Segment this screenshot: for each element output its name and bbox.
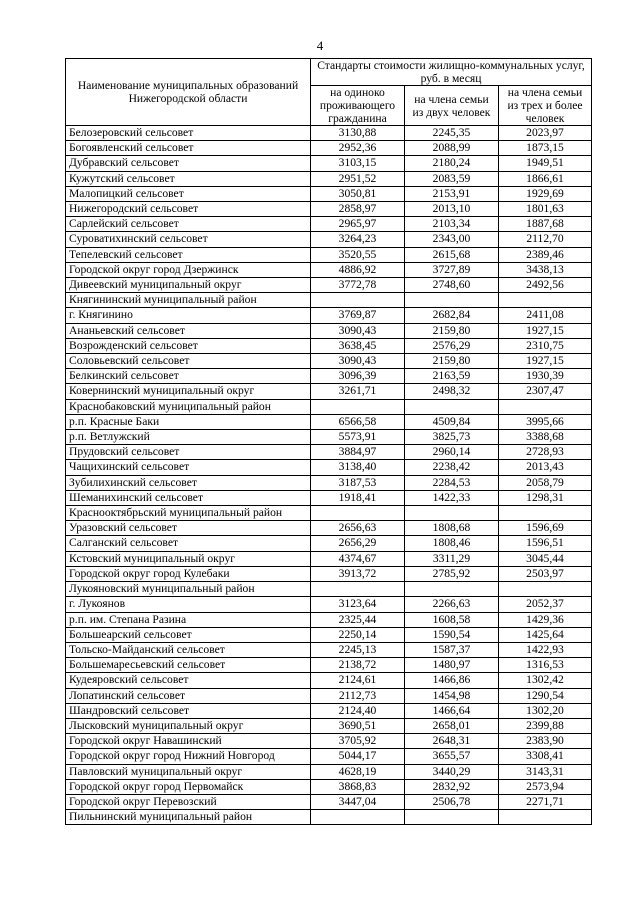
row-name: Городской округ Перевозский <box>66 794 311 809</box>
two-person-cost <box>405 506 499 521</box>
three-plus-cost: 2307,47 <box>499 384 592 399</box>
table-row <box>66 551 592 566</box>
table-row <box>66 445 592 460</box>
three-plus-cost: 2383,90 <box>499 734 592 749</box>
table-row <box>66 278 592 293</box>
three-plus-cost: 1429,36 <box>499 612 592 627</box>
single-resident-cost: 2965,97 <box>311 217 405 232</box>
three-plus-cost: 2052,37 <box>499 597 592 612</box>
three-plus-cost: 2492,56 <box>499 278 592 293</box>
table-row <box>66 430 592 445</box>
two-person-cost: 2785,92 <box>405 566 499 581</box>
single-resident-cost <box>311 582 405 597</box>
table-row <box>66 566 592 581</box>
row-name: Большеарский сельсовет <box>66 627 311 642</box>
table-row <box>66 308 592 323</box>
three-plus-cost: 3143,31 <box>499 764 592 779</box>
three-plus-cost <box>499 399 592 414</box>
row-name: р.п. Красные Баки <box>66 414 311 429</box>
table-row <box>66 536 592 551</box>
housing-cost-standards-table <box>65 58 592 825</box>
two-person-cost: 1422,33 <box>405 490 499 505</box>
row-name: Лысковский муниципальный округ <box>66 718 311 733</box>
single-resident-cost: 3090,43 <box>311 354 405 369</box>
three-plus-cost <box>499 810 592 825</box>
three-plus-cost: 1290,54 <box>499 688 592 703</box>
table-row <box>66 232 592 247</box>
single-resident-cost: 3769,87 <box>311 308 405 323</box>
three-plus-family-header: на члена семьи из трех и более человек <box>499 86 592 126</box>
two-person-cost: 3655,57 <box>405 749 499 764</box>
table-row <box>66 338 592 353</box>
two-person-cost: 2083,59 <box>405 171 499 186</box>
table-row <box>66 247 592 262</box>
table-row <box>66 171 592 186</box>
three-plus-cost: 1425,64 <box>499 627 592 642</box>
table-row <box>66 399 592 414</box>
table-row <box>66 688 592 703</box>
row-name: Салганский сельсовет <box>66 536 311 551</box>
row-name: Кудеяровский сельсовет <box>66 673 311 688</box>
two-person-cost: 2343,00 <box>405 232 499 247</box>
table-row <box>66 582 592 597</box>
single-resident-cost: 4886,92 <box>311 262 405 277</box>
table-row <box>66 794 592 809</box>
single-resident-cost: 5044,17 <box>311 749 405 764</box>
single-resident-cost: 2124,61 <box>311 673 405 688</box>
table-row <box>66 658 592 673</box>
three-plus-cost: 3438,13 <box>499 262 592 277</box>
three-plus-cost: 1929,69 <box>499 186 592 201</box>
three-plus-cost: 2310,75 <box>499 338 592 353</box>
row-name: Тольско-Майданский сельсовет <box>66 642 311 657</box>
row-name: Ананьевский сельсовет <box>66 323 311 338</box>
single-resident-cost: 2245,13 <box>311 642 405 657</box>
table-row <box>66 202 592 217</box>
two-person-cost: 1608,58 <box>405 612 499 627</box>
single-resident-cost: 3261,71 <box>311 384 405 399</box>
row-name: Зубилихинский сельсовет <box>66 475 311 490</box>
single-resident-cost <box>311 506 405 521</box>
two-person-cost: 1587,37 <box>405 642 499 657</box>
single-resident-cost: 3090,43 <box>311 323 405 338</box>
row-name: Городской округ город Нижний Новгород <box>66 749 311 764</box>
table-row <box>66 779 592 794</box>
row-name: Большемаресьевский сельсовет <box>66 658 311 673</box>
single-resident-cost: 3130,88 <box>311 126 405 141</box>
two-person-cost: 2159,80 <box>405 354 499 369</box>
two-person-cost: 2284,53 <box>405 475 499 490</box>
three-plus-cost: 2271,71 <box>499 794 592 809</box>
two-person-cost: 2238,42 <box>405 460 499 475</box>
single-resident-cost: 3447,04 <box>311 794 405 809</box>
table-row <box>66 126 592 141</box>
three-plus-cost: 1596,51 <box>499 536 592 551</box>
two-person-cost: 2245,35 <box>405 126 499 141</box>
three-plus-cost: 3995,66 <box>499 414 592 429</box>
table-row <box>66 612 592 627</box>
two-person-cost: 2088,99 <box>405 141 499 156</box>
row-name: Тепелевский сельсовет <box>66 247 311 262</box>
single-resident-cost: 3705,92 <box>311 734 405 749</box>
two-person-cost: 2163,59 <box>405 369 499 384</box>
three-plus-cost: 2503,97 <box>499 566 592 581</box>
three-plus-cost: 1316,53 <box>499 658 592 673</box>
single-resident-cost: 3103,15 <box>311 156 405 171</box>
three-plus-cost: 2112,70 <box>499 232 592 247</box>
table-row <box>66 734 592 749</box>
table-row <box>66 369 592 384</box>
three-plus-cost: 1302,20 <box>499 703 592 718</box>
single-resident-cost: 3123,64 <box>311 597 405 612</box>
row-name: Краснобаковский муниципальный район <box>66 399 311 414</box>
row-name: Кстовский муниципальный округ <box>66 551 311 566</box>
two-person-cost: 2960,14 <box>405 445 499 460</box>
table-row <box>66 323 592 338</box>
three-plus-cost: 2399,88 <box>499 718 592 733</box>
three-plus-cost: 1927,15 <box>499 354 592 369</box>
two-person-cost: 1808,46 <box>405 536 499 551</box>
row-name: Нижегородский сельсовет <box>66 202 311 217</box>
two-person-cost: 3825,73 <box>405 430 499 445</box>
three-plus-cost: 2058,79 <box>499 475 592 490</box>
row-name: Городской округ город Дзержинск <box>66 262 311 277</box>
row-name: Дивеевский муниципальный округ <box>66 278 311 293</box>
single-resident-cost: 3638,45 <box>311 338 405 353</box>
row-name: Чащихинский сельсовет <box>66 460 311 475</box>
table-row <box>66 749 592 764</box>
single-resident-cost: 3264,23 <box>311 232 405 247</box>
table-row <box>66 262 592 277</box>
table-row <box>66 764 592 779</box>
table-row <box>66 217 592 232</box>
row-name: Малопицкий сельсовет <box>66 186 311 201</box>
table-row <box>66 521 592 536</box>
row-name: Шеманихинский сельсовет <box>66 490 311 505</box>
single-resident-cost: 2325,44 <box>311 612 405 627</box>
three-plus-cost: 1422,93 <box>499 642 592 657</box>
table-row <box>66 414 592 429</box>
two-person-cost <box>405 810 499 825</box>
two-person-cost: 2103,34 <box>405 217 499 232</box>
three-plus-cost <box>499 582 592 597</box>
single-resident-cost: 4628,19 <box>311 764 405 779</box>
single-resident-cost: 3187,53 <box>311 475 405 490</box>
single-resident-cost: 2112,73 <box>311 688 405 703</box>
single-resident-cost: 2138,72 <box>311 658 405 673</box>
row-name: Городской округ Навашинский <box>66 734 311 749</box>
municipality-name-header: Наименование муниципальных образований Нижегородской области <box>66 59 311 126</box>
single-resident-cost: 2858,97 <box>311 202 405 217</box>
single-resident-cost: 2951,52 <box>311 171 405 186</box>
three-plus-cost: 1887,68 <box>499 217 592 232</box>
two-person-cost <box>405 582 499 597</box>
row-name: Краснооктябрьский муниципальный район <box>66 506 311 521</box>
row-name: Лукояновский муниципальный район <box>66 582 311 597</box>
single-resident-cost: 3520,55 <box>311 247 405 262</box>
three-plus-cost: 2389,46 <box>499 247 592 262</box>
two-person-cost: 2832,92 <box>405 779 499 794</box>
table-row <box>66 475 592 490</box>
single-resident-cost: 3884,97 <box>311 445 405 460</box>
row-name: Возрожденский сельсовет <box>66 338 311 353</box>
row-name: Дубравский сельсовет <box>66 156 311 171</box>
three-plus-cost: 1949,51 <box>499 156 592 171</box>
two-person-family-header: на члена семьи из двух человек <box>405 86 499 126</box>
single-resident-cost: 3868,83 <box>311 779 405 794</box>
table-row <box>66 718 592 733</box>
table-row <box>66 293 592 308</box>
table-row <box>66 156 592 171</box>
single-resident-cost: 5573,91 <box>311 430 405 445</box>
row-name: Богоявленский сельсовет <box>66 141 311 156</box>
two-person-cost: 3440,29 <box>405 764 499 779</box>
row-name: г. Лукоянов <box>66 597 311 612</box>
three-plus-cost: 1801,63 <box>499 202 592 217</box>
row-name: Прудовский сельсовет <box>66 445 311 460</box>
single-resident-cost <box>311 399 405 414</box>
two-person-cost: 2180,24 <box>405 156 499 171</box>
table-row <box>66 642 592 657</box>
single-resident-cost: 1918,41 <box>311 490 405 505</box>
row-name: Лопатинский сельсовет <box>66 688 311 703</box>
three-plus-cost: 1596,69 <box>499 521 592 536</box>
table-row <box>66 810 592 825</box>
three-plus-cost: 3388,68 <box>499 430 592 445</box>
single-resident-header: на одиноко проживающего гражданина <box>311 86 405 126</box>
three-plus-cost: 2013,43 <box>499 460 592 475</box>
three-plus-cost <box>499 293 592 308</box>
three-plus-cost: 1298,31 <box>499 490 592 505</box>
row-name: Павловский муниципальный округ <box>66 764 311 779</box>
three-plus-cost: 2728,93 <box>499 445 592 460</box>
row-name: Ковернинский муниципальный округ <box>66 384 311 399</box>
two-person-cost: 2576,29 <box>405 338 499 353</box>
row-name: Суроватихинский сельсовет <box>66 232 311 247</box>
row-name: Городской округ город Первомайск <box>66 779 311 794</box>
three-plus-cost: 1866,61 <box>499 171 592 186</box>
row-name: Пильнинский муниципальный район <box>66 810 311 825</box>
two-person-cost <box>405 293 499 308</box>
two-person-cost: 2658,01 <box>405 718 499 733</box>
table-row <box>66 627 592 642</box>
table-body <box>66 126 592 825</box>
three-plus-cost: 3045,44 <box>499 551 592 566</box>
two-person-cost: 2013,10 <box>405 202 499 217</box>
two-person-cost <box>405 399 499 414</box>
row-name: Кужутский сельсовет <box>66 171 311 186</box>
three-plus-cost: 1927,15 <box>499 323 592 338</box>
single-resident-cost <box>311 293 405 308</box>
two-person-cost: 2682,84 <box>405 308 499 323</box>
table-row <box>66 460 592 475</box>
row-name: Шандровский сельсовет <box>66 703 311 718</box>
row-name: Сарлейский сельсовет <box>66 217 311 232</box>
table-row <box>66 354 592 369</box>
three-plus-cost: 1930,39 <box>499 369 592 384</box>
two-person-cost: 2615,68 <box>405 247 499 262</box>
three-plus-cost: 2411,08 <box>499 308 592 323</box>
two-person-cost: 1454,98 <box>405 688 499 703</box>
two-person-cost: 4509,84 <box>405 414 499 429</box>
row-name: Городской округ город Кулебаки <box>66 566 311 581</box>
two-person-cost: 2648,31 <box>405 734 499 749</box>
single-resident-cost <box>311 810 405 825</box>
single-resident-cost: 3772,78 <box>311 278 405 293</box>
table-row <box>66 186 592 201</box>
row-name: р.п. им. Степана Разина <box>66 612 311 627</box>
two-person-cost: 2266,63 <box>405 597 499 612</box>
three-plus-cost: 1302,42 <box>499 673 592 688</box>
three-plus-cost: 2573,94 <box>499 779 592 794</box>
two-person-cost: 1808,68 <box>405 521 499 536</box>
two-person-cost: 3727,89 <box>405 262 499 277</box>
row-name: г. Княгинино <box>66 308 311 323</box>
table-row <box>66 490 592 505</box>
table-row <box>66 384 592 399</box>
row-name: Княгининский муниципальный район <box>66 293 311 308</box>
single-resident-cost: 2124,40 <box>311 703 405 718</box>
two-person-cost: 2153,91 <box>405 186 499 201</box>
cost-standards-header: Стандарты стоимости жилищно-коммунальных услуг, руб. в месяц <box>311 59 592 86</box>
row-name: Белозеровский сельсовет <box>66 126 311 141</box>
two-person-cost: 3311,29 <box>405 551 499 566</box>
two-person-cost: 2159,80 <box>405 323 499 338</box>
single-resident-cost: 4374,67 <box>311 551 405 566</box>
single-resident-cost: 2952,36 <box>311 141 405 156</box>
table-row <box>66 506 592 521</box>
two-person-cost: 1466,86 <box>405 673 499 688</box>
page-number: 4 <box>316 38 324 53</box>
three-plus-cost <box>499 506 592 521</box>
three-plus-cost: 1873,15 <box>499 141 592 156</box>
two-person-cost: 1480,97 <box>405 658 499 673</box>
two-person-cost: 2748,60 <box>405 278 499 293</box>
table-row <box>66 597 592 612</box>
table-row <box>66 673 592 688</box>
single-resident-cost: 3138,40 <box>311 460 405 475</box>
single-resident-cost: 2656,63 <box>311 521 405 536</box>
single-resident-cost: 3690,51 <box>311 718 405 733</box>
table-row <box>66 703 592 718</box>
three-plus-cost: 3308,41 <box>499 749 592 764</box>
two-person-cost: 1590,54 <box>405 627 499 642</box>
two-person-cost: 2506,78 <box>405 794 499 809</box>
row-name: Уразовский сельсовет <box>66 521 311 536</box>
two-person-cost: 2498,32 <box>405 384 499 399</box>
three-plus-cost: 2023,97 <box>499 126 592 141</box>
row-name: Белкинский сельсовет <box>66 369 311 384</box>
single-resident-cost: 3096,39 <box>311 369 405 384</box>
single-resident-cost: 2656,29 <box>311 536 405 551</box>
single-resident-cost: 3050,81 <box>311 186 405 201</box>
single-resident-cost: 6566,58 <box>311 414 405 429</box>
single-resident-cost: 3913,72 <box>311 566 405 581</box>
row-name: р.п. Ветлужский <box>66 430 311 445</box>
single-resident-cost: 2250,14 <box>311 627 405 642</box>
two-person-cost: 1466,64 <box>405 703 499 718</box>
row-name: Соловьевский сельсовет <box>66 354 311 369</box>
table-row <box>66 141 592 156</box>
